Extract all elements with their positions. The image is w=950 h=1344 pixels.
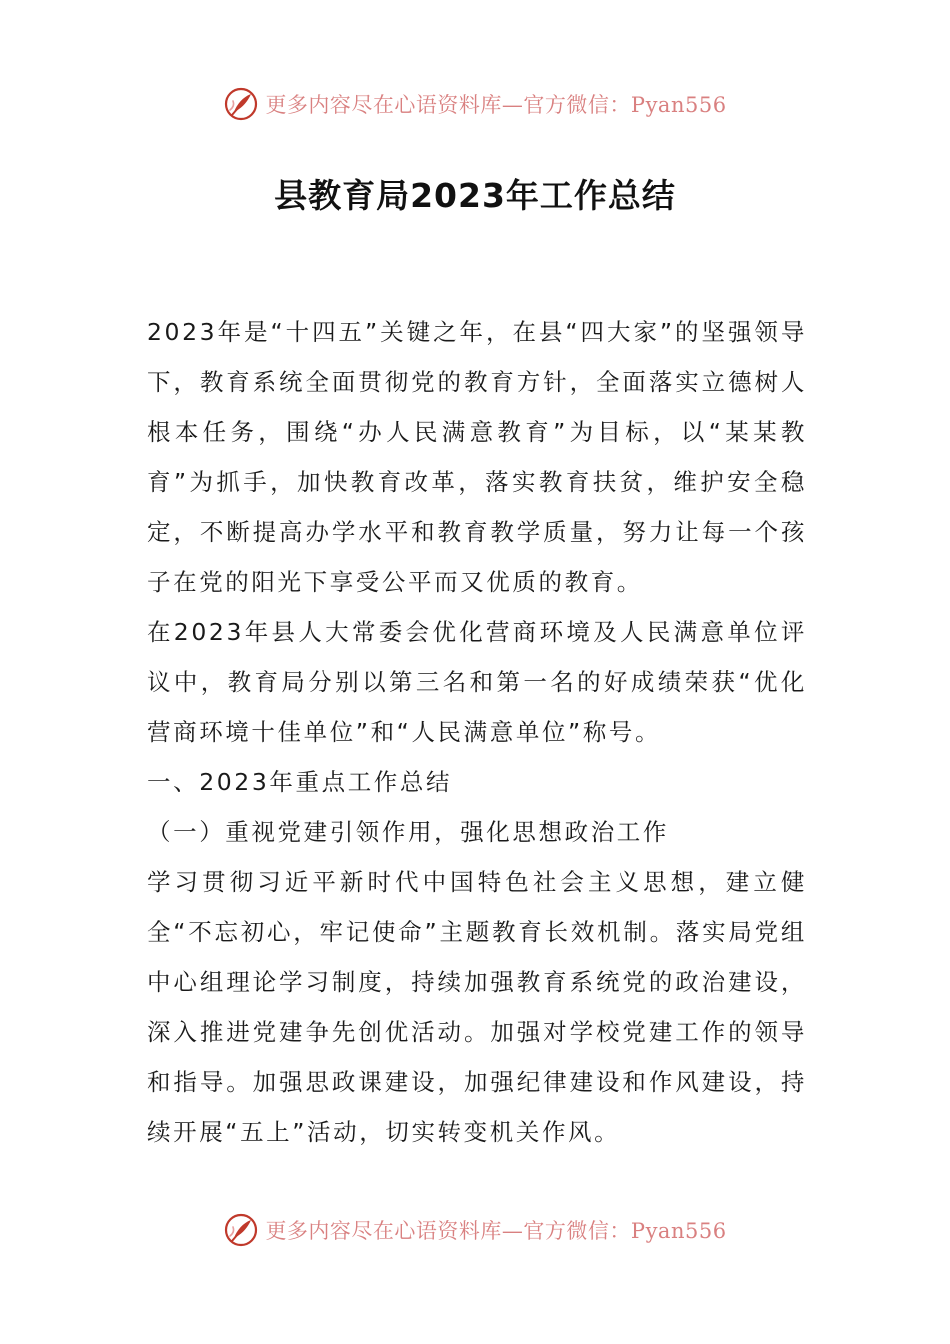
subsection-heading: （一）重视党建引领作用，强化思想政治工作 [147, 818, 669, 846]
section-heading: 一、2023年重点工作总结 [147, 768, 453, 796]
header-watermark-banner [0, 80, 950, 128]
footer-watermark-banner [0, 1206, 950, 1254]
paragraph-party-building: 学习贯彻习近平新时代中国特色社会主义思想，建立健全“不忘初心，牢记使命”主题教育长效机制。落实局党组中心组理论学习制度，持续加强教育系统党的政治建设，深入推进党建争先创优活动。加强对学校党建工作的领导和指导。加强思政课建设，加强纪律建设和作风建设，持续开展“五上”活动，切实转变机关作风。 [147, 868, 807, 1146]
quill-logo-icon [223, 86, 259, 122]
document-body [147, 307, 807, 1157]
watermark-text: 更多内容尽在心语资料库—官方微信：Pyan556 [265, 93, 727, 117]
paragraph-intro: 2023年是“十四五”关键之年，在县“四大家”的坚强领导下，教育系统全面贯彻党的教育方针，全面落实立德树人根本任务，围绕“办人民满意教育”为目标，以“某某教育”为抓手，加快教育改革，落实教育扶贫，维护安全稳定，不断提高办学水平和教育教学质量，努力让每一个孩子在党的阳光下享受公平而又优质的教育。 [147, 318, 807, 596]
quill-logo-icon [223, 1212, 259, 1248]
document-title: 县教育局2023年工作总结 [274, 176, 676, 215]
paragraph-award: 在2023年县人大常委会优化营商环境及人民满意单位评议中，教育局分别以第三名和第一名的好成绩荣获“优化营商环境十佳单位”和“人民满意单位”称号。 [147, 618, 807, 746]
watermark-text: 更多内容尽在心语资料库—官方微信：Pyan556 [265, 1219, 727, 1243]
